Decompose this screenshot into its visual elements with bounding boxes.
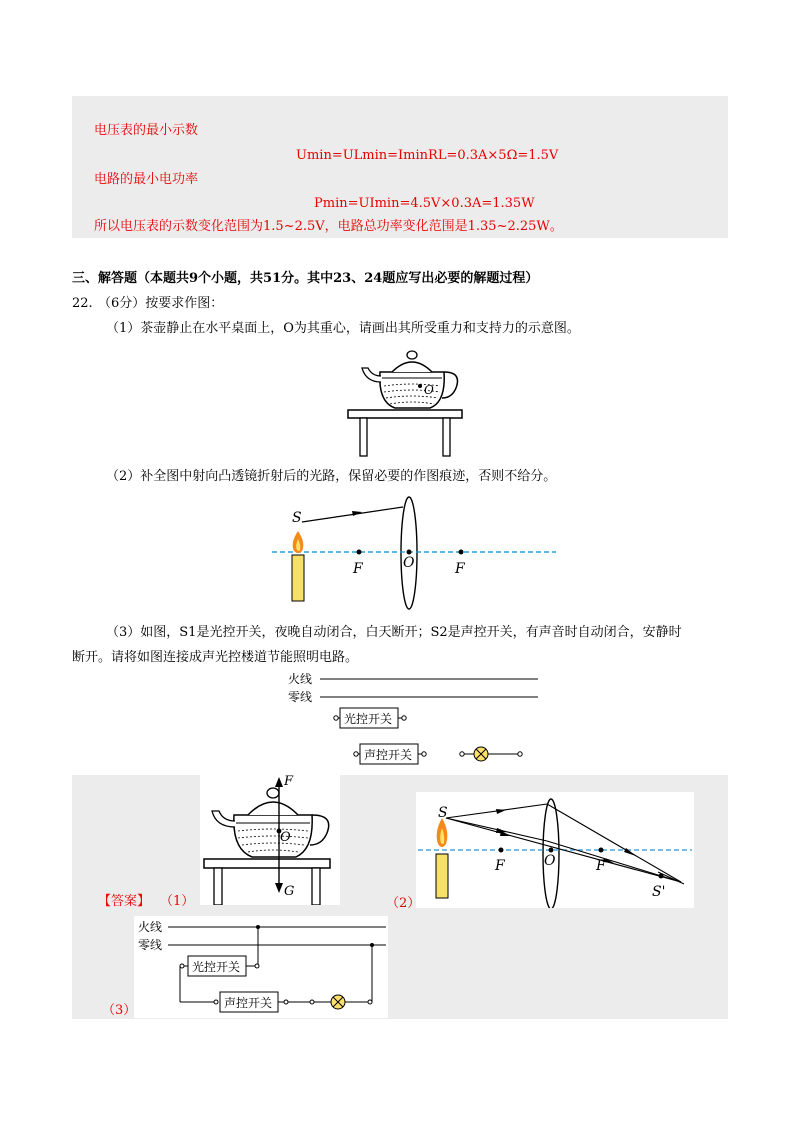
live-wire-label: 火线 [288,672,313,686]
min-power-formula: Pmin=UImin=4.5V×0.3A=1.35W [314,196,535,211]
table-leg-right [443,418,450,456]
center-of-gravity-label: O [424,383,434,397]
min-voltage-label: 电压表的最小示数 [94,123,199,138]
focal-point-left-label: F [353,561,363,577]
section-heading: 三、解答题（本题共9个小题，共51分。其中23、24题应写出必要的解题过程） [72,271,539,286]
answer-center-label: O [280,830,291,845]
question-part1: （1）茶壶静止在水平桌面上，O为其重心，请画出其所受重力和支持力的示意图。 [106,321,580,336]
previous-answer-box [72,96,728,238]
answer-part3-label: （3） [102,1003,137,1018]
answer-neutral-wire-label: 零线 [138,938,163,952]
answer-live-wire-label: 火线 [138,920,163,934]
optical-center-label: O [403,555,415,571]
answer-focal-right-label: F [596,858,606,874]
light-switch-label: 光控开关 [344,712,393,726]
incident-ray [302,507,403,522]
image-point-label: S' [652,884,666,900]
answer-tag: 【答案】 [98,894,151,909]
answer-part2-label: （2） [386,896,421,911]
answer-teapot-figure [200,775,340,905]
answer-source-label: S [438,805,448,821]
question-part3-line1: （3）如图，S1是光控开关，夜晚自动闭合，白天断开；S2是声控开关，有声音时自动闭合，安静时 [106,625,682,640]
answer-part1-label: （1） [160,894,195,909]
gravity-label: G [284,884,295,899]
support-force-label: F [284,775,294,789]
lens-figure [270,495,560,615]
teapot-spout [362,368,381,382]
question-stem: （6分）按要求作图： [98,296,224,311]
sound-switch-label: 声控开关 [364,748,413,762]
question-part2: （2）补全图中射向凸透镜折射后的光路，保留必要的作图痕迹，否则不给分。 [106,469,557,484]
source-label: S [292,510,302,526]
teapot-lid [392,362,432,372]
answer-focal-left-label: F [495,858,505,874]
candle [292,555,304,601]
answer-lens-figure [416,792,694,908]
neutral-wire-label: 零线 [288,690,313,704]
answer-sound-switch-label: 声控开关 [224,996,273,1010]
question-number: 22. [72,296,93,311]
circuit-figure [282,668,552,772]
min-voltage-formula: Umin=ULmin=IminRL=0.3A×5Ω=1.5V [296,148,559,163]
teapot-figure [340,342,470,460]
min-power-label: 电路的最小电功率 [94,172,199,187]
question-part3-line2: 断开。请将如图连接成声光控楼道节能照明电路。 [72,650,359,665]
table-leg-left [360,418,367,456]
answer-light-switch-label: 光控开关 [192,960,241,974]
answer-optical-center-label: O [544,853,556,869]
answer-circuit-figure [134,916,388,1018]
focal-point-right-label: F [455,561,465,577]
range-conclusion: 所以电压表的示数变化范围为1.5~2.5V，电路总功率变化范围是1.35~2.25W。 [94,219,563,234]
table-top [348,410,462,418]
